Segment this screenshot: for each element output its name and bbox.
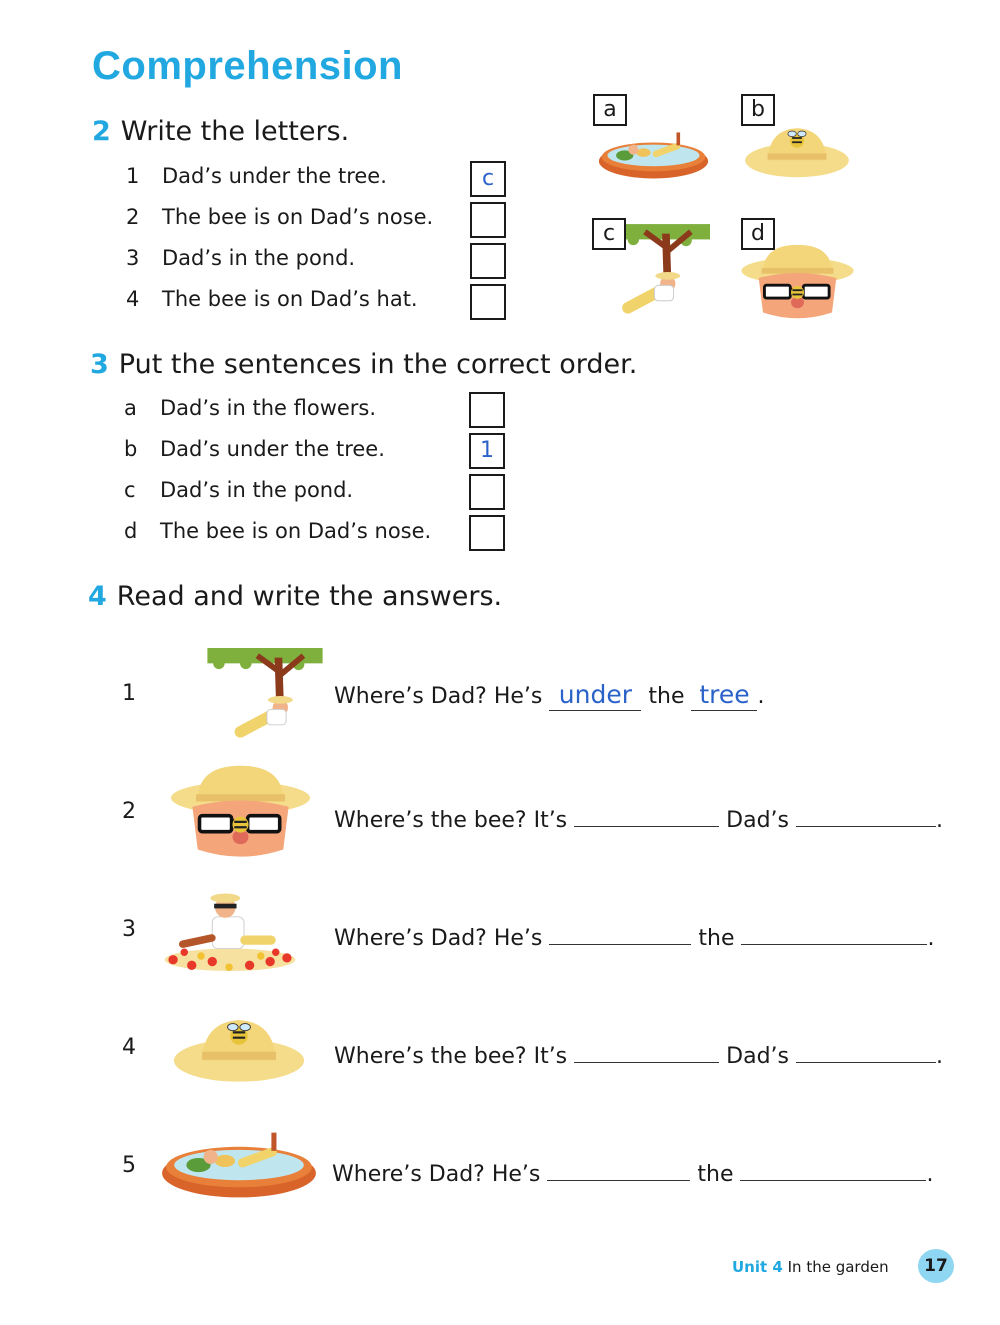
hat-bee-picture bbox=[741, 116, 853, 188]
picture-label-d: d bbox=[741, 218, 775, 250]
page-title: Comprehension bbox=[92, 44, 403, 88]
list-item: a Dad’s in the flowers. bbox=[124, 396, 377, 420]
unit-title: In the garden bbox=[787, 1258, 889, 1276]
list-item: c Dad’s in the pond. bbox=[124, 478, 354, 502]
answer-blank[interactable]: under bbox=[549, 683, 641, 711]
answer-blank[interactable] bbox=[549, 919, 691, 945]
picture-label-c: c bbox=[592, 218, 626, 250]
tree-picture bbox=[206, 648, 324, 744]
answer-blank[interactable] bbox=[574, 801, 719, 827]
section-2-number: 2 bbox=[92, 116, 111, 147]
list-item: d The bee is on Dad’s nose. bbox=[124, 519, 432, 543]
answer-box[interactable] bbox=[470, 243, 506, 279]
section-3-instruction: Put the sentences in the correct order. bbox=[118, 349, 638, 380]
question-line: Where’s the bee? It’s Dad’s . bbox=[334, 801, 943, 833]
picture-label-a: a bbox=[593, 94, 627, 126]
question-number: 4 bbox=[122, 1035, 136, 1060]
answer-box[interactable] bbox=[470, 202, 506, 238]
order-box[interactable]: 1 bbox=[469, 433, 505, 469]
section-2-instruction: Write the letters. bbox=[120, 116, 350, 147]
question-number: 2 bbox=[122, 799, 136, 824]
section-4-heading bbox=[88, 581, 502, 612]
footer bbox=[732, 1258, 889, 1276]
question-line: Where’s Dad? He’s under the tree . bbox=[334, 680, 765, 709]
picture-label-b: b bbox=[741, 94, 775, 126]
list-item: 1 Dad’s under the tree. bbox=[126, 164, 387, 188]
face-bee-picture bbox=[740, 236, 855, 330]
list-item: 4 The bee is on Dad’s hat. bbox=[126, 287, 418, 311]
answer-blank[interactable] bbox=[547, 1155, 690, 1181]
question-line: Where’s Dad? He’s the . bbox=[332, 1155, 933, 1187]
answer-blank[interactable] bbox=[796, 801, 936, 827]
answer-blank[interactable] bbox=[796, 1037, 936, 1063]
order-box[interactable] bbox=[469, 392, 505, 428]
section-3-number: 3 bbox=[90, 349, 109, 380]
answer-blank[interactable] bbox=[741, 919, 927, 945]
hat-bee-picture bbox=[166, 1006, 312, 1094]
unit-label: Unit 4 bbox=[732, 1258, 783, 1276]
question-number: 5 bbox=[122, 1153, 136, 1178]
section-2-heading bbox=[92, 116, 349, 147]
order-box[interactable] bbox=[469, 474, 505, 510]
section-3-heading bbox=[90, 349, 637, 380]
list-item: 3 Dad’s in the pond. bbox=[126, 246, 356, 270]
list-item: b Dad’s under the tree. bbox=[124, 437, 385, 461]
section-4-number: 4 bbox=[88, 581, 107, 612]
question-number: 1 bbox=[122, 681, 136, 706]
answer-box[interactable] bbox=[470, 284, 506, 320]
order-box[interactable] bbox=[469, 515, 505, 551]
question-number: 3 bbox=[122, 917, 136, 942]
page-number: 17 bbox=[918, 1249, 954, 1283]
question-line: Where’s Dad? He’s the . bbox=[334, 919, 934, 951]
pond-picture bbox=[596, 118, 711, 190]
answer-blank[interactable] bbox=[740, 1155, 926, 1181]
flowers-picture bbox=[160, 880, 300, 976]
answer-blank[interactable]: tree bbox=[691, 683, 757, 711]
pond-picture bbox=[158, 1122, 320, 1204]
question-line: Where’s the bee? It’s Dad’s . bbox=[334, 1037, 943, 1069]
answer-box[interactable]: c bbox=[470, 161, 506, 197]
section-4-instruction: Read and write the answers. bbox=[116, 581, 503, 612]
answer-blank[interactable] bbox=[574, 1037, 719, 1063]
face-bee-picture bbox=[158, 764, 323, 862]
list-item: 2 The bee is on Dad’s nose. bbox=[126, 205, 434, 229]
